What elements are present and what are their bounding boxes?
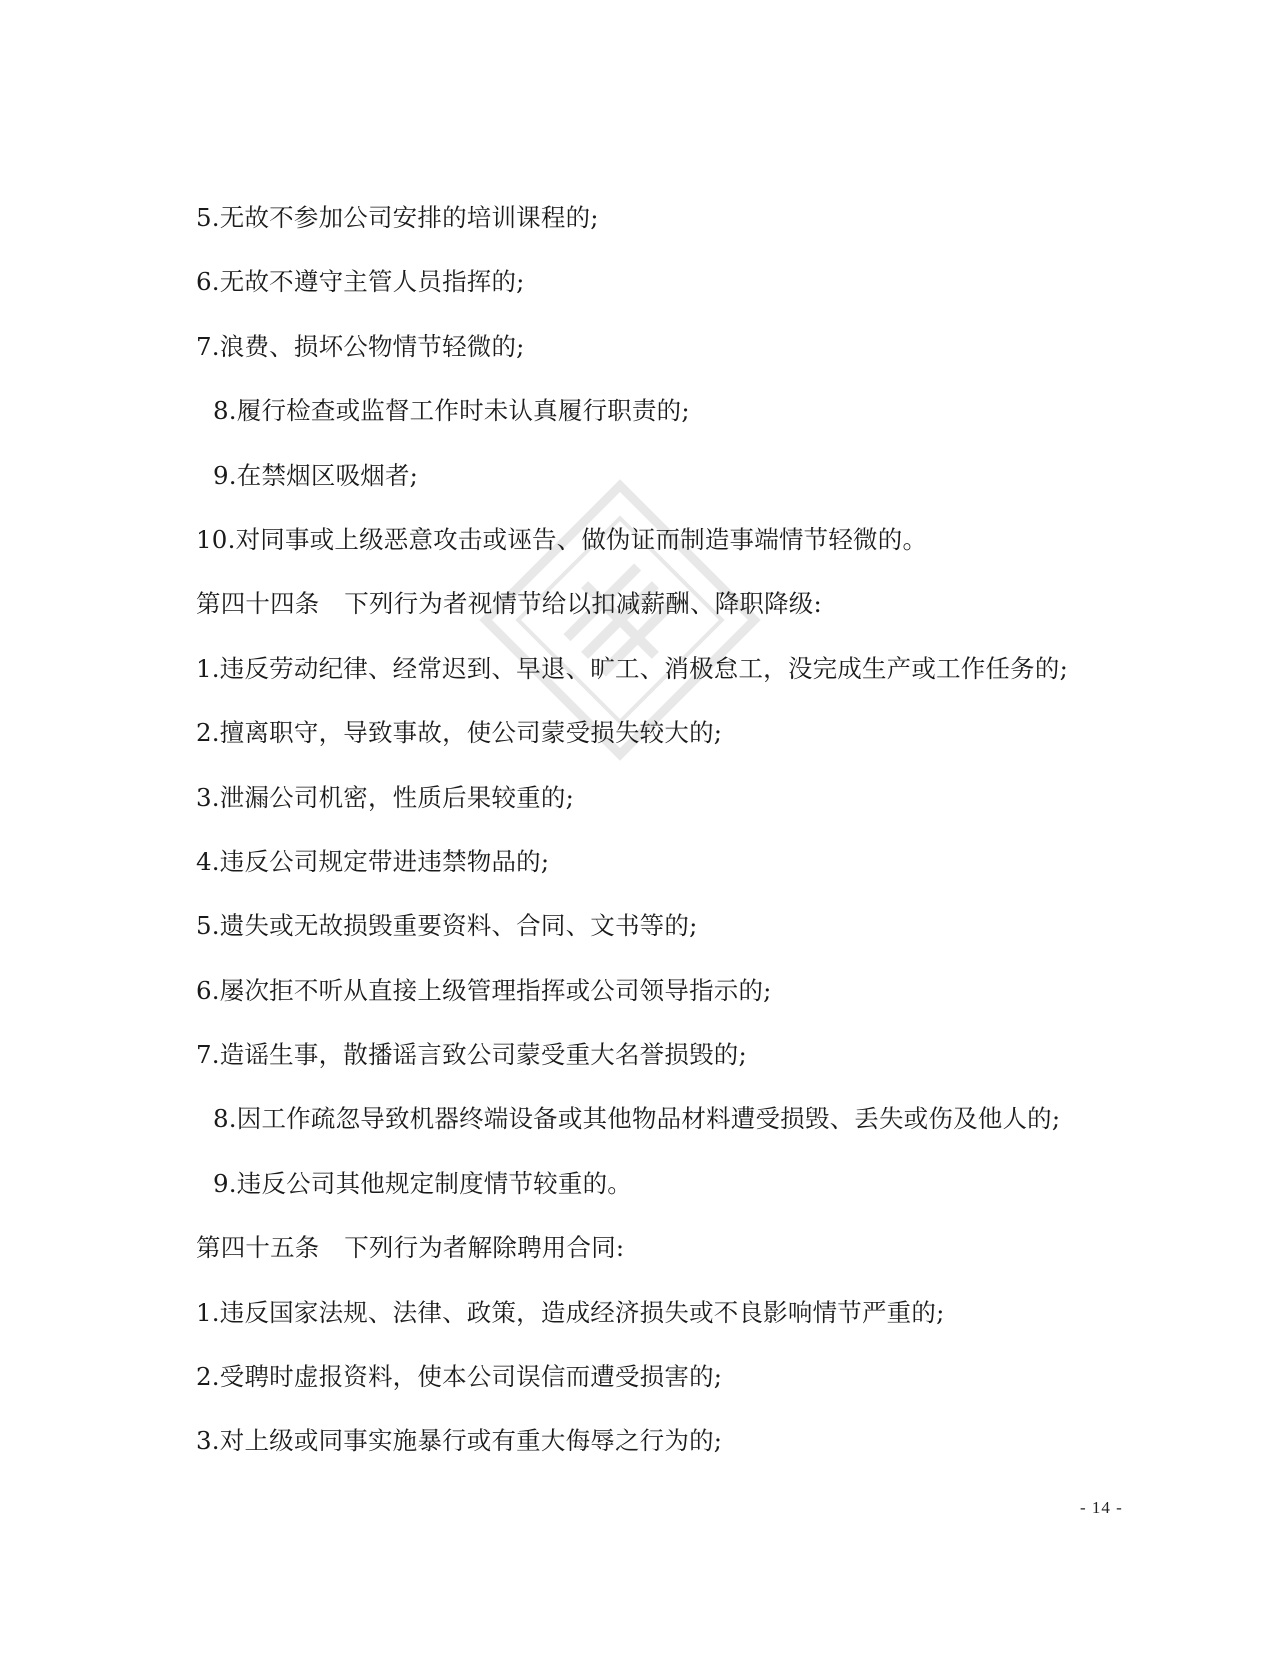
text-line: 2.擅离职守，导致事故，使公司蒙受损失较大的; [196,718,723,748]
text-line: 6.屡次拒不听从直接上级管理指挥或公司领导指示的; [196,975,772,1005]
text-line: 6.无故不遵守主管人员指挥的; [196,267,525,297]
text-line: 9.在禁烟区吸烟者; [213,460,419,490]
text-line: 5.无故不参加公司安排的培训课程的; [196,203,599,232]
text-line: 2.受聘时虚报资料，使本公司误信而遭受损害的; [196,1362,723,1392]
text-line: 5.遗失或无故损毁重要资料、合同、文书等的; [196,911,698,941]
text-line: 8.因工作疏忽导致机器终端设备或其他物品材料遭受损毁、丢失或伤及他人的; [213,1104,1061,1134]
text-line: 第四十五条 下列行为者解除聘用合同: [196,1233,625,1263]
text-line: 1.违反国家法规、法律、政策，造成经济损失或不良影响情节严重的; [196,1297,945,1327]
text-line: 7.浪费、损坏公物情节轻微的; [196,331,525,361]
text-line: 9.违反公司其他规定制度情节较重的。 [213,1168,632,1198]
text-line: 8.履行检查或监督工作时未认真履行职责的; [213,396,690,426]
text-line: 10.对同事或上级恶意攻击或诬告、做伪证而制造事端情节轻微的。 [196,524,928,554]
text-line: 3.泄漏公司机密，性质后果较重的; [196,782,575,812]
text-line: 7.造谣生事，散播谣言致公司蒙受重大名誉损毁的; [196,1040,747,1070]
text-line: 第四十四条 下列行为者视情节给以扣减薪酬、降职降级: [196,589,822,619]
text-line: 1.违反劳动纪律、经常迟到、早退、旷工、消极怠工，没完成生产或工作任务的; [196,653,1069,683]
page-number: - 14 - [1080,1498,1123,1517]
text-line: 4.违反公司规定带进违禁物品的; [196,846,550,876]
document-body [196,192,1156,1480]
text-line: 3.对上级或同事实施暴行或有重大侮辱之行为的; [196,1426,723,1456]
